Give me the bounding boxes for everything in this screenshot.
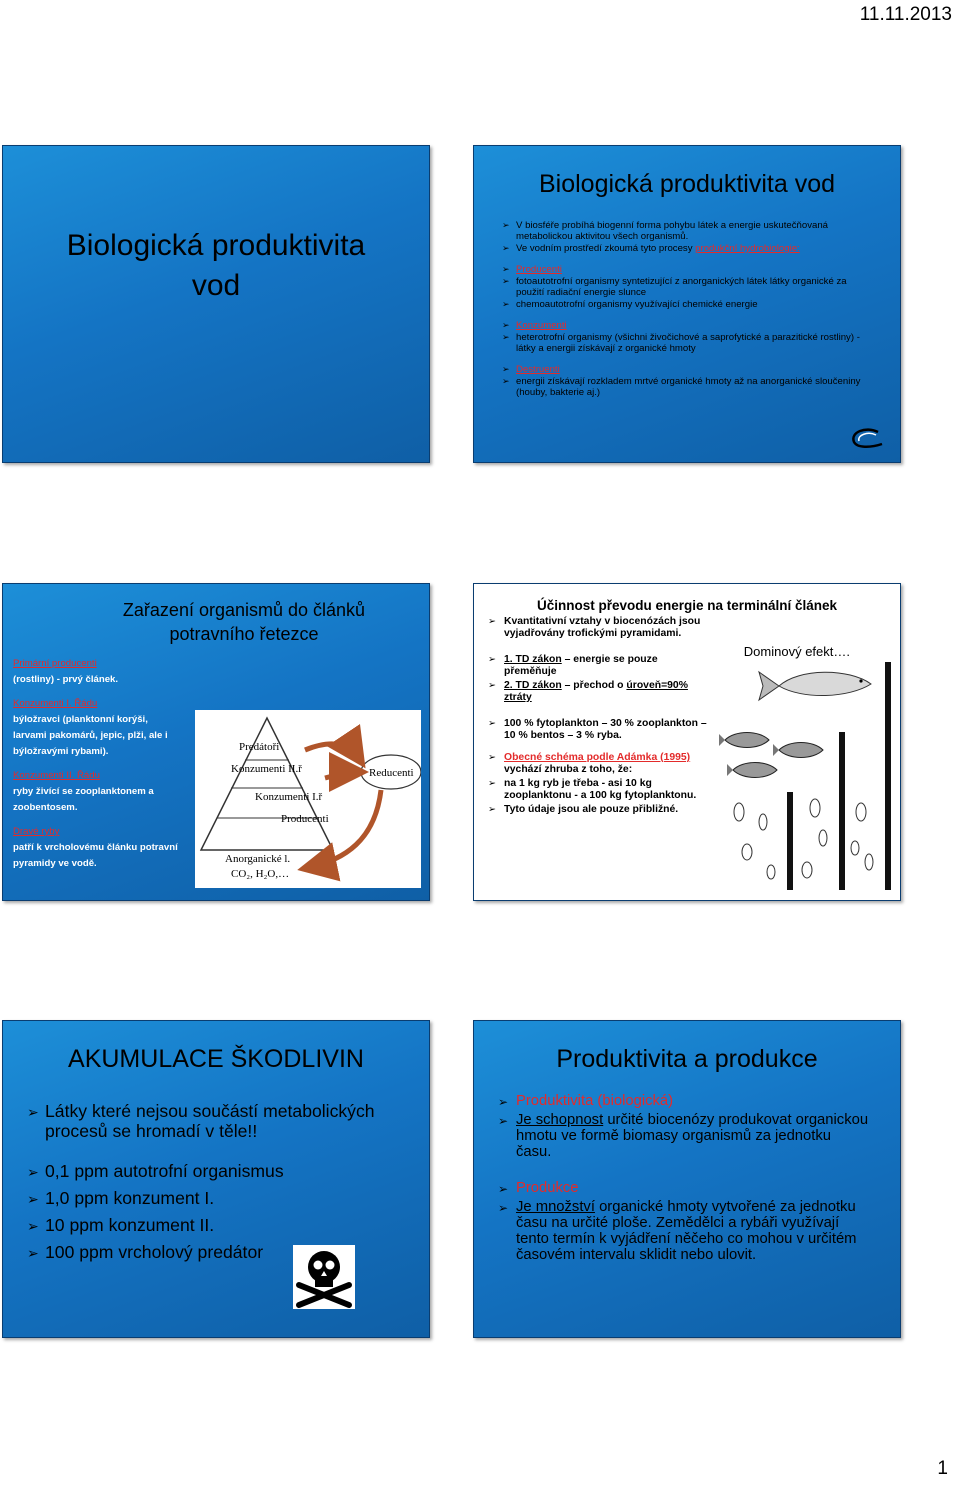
bullet-decomposers: ➢ energii získávají rozkladem mrtvé organické hmoty až na anorganické sloučeniny (houby, bakterie aj.) [502,376,872,398]
bullet-production [498,1180,870,1196]
slide-5-title: AKUMULACE ŠKODLIVIN [68,1045,364,1073]
bullet-heterotrophs: ➢ heterotrofní organismy (všichni živočichové a saprofytické a parazitické rostliny) - látky a energii získávají z organické hmoty [502,332,872,354]
predator-fish-icon [759,672,871,700]
zooplankton-icon [734,799,873,879]
slide-4-title: Účinnost převodu energie na terminální článek [536,598,838,613]
slide-6 [473,1020,901,1338]
konzumenti-link[interactable]: Konzumenti [516,320,567,331]
adamek-text: vychází zhruba z toho, že: [504,764,633,775]
td-law-1-text: – energie se pouze přeměňuje [504,654,658,677]
trophic-levels-list [13,656,178,880]
bullet-autotroph: ➢ 0,1 ppm autotrofní organismus [27,1161,409,1181]
bullet-td-law-2 [488,680,708,704]
pyramid-reducers-label: Reducenti [369,767,414,779]
bullet-consumer-1: ➢ 1,0 ppm konzument I. [27,1188,409,1208]
slide-2-title: Biologická produktivita vod [539,170,835,198]
bullet-top-predator: ➢ 100 ppm vrcholový predátor [27,1242,409,1262]
primary-producers-desc: (rostliny) - prvý článek. [13,674,119,685]
slide-4-bullets [488,616,708,818]
bullet-productivity-def [498,1112,870,1160]
skull-crossbones-icon [293,1245,355,1309]
arrow-predators-to-reducers [305,744,360,760]
bullet-konzumenti [502,320,872,331]
bullet-photoautotrophs: ➢ fotoautotrofní organismy syntetizující z anorganických látek látky organické za použití radiační energie slunce [502,276,872,298]
trophic-pyramid-diagram [195,710,421,888]
production-def-text: organické hmoty vytvořené za jednotku času na určité ploše. Zemědělci a rybáři využívají tento termín k vyjádření něčeho co mohou v určitém časovém intervalu sklidit nebo ulovit. [516,1199,857,1263]
slide-2 [473,145,901,463]
bullet-biosphere: ➢ V biosféře probíhá biogenní forma pohybu látek a energie uskutečňovaná metabolickou aktivitou všech organismů. [502,220,872,242]
level-consumers-1 [13,696,178,760]
scale-bar-middle [839,732,845,890]
pyramid-predators-label: Predátoři [239,741,280,753]
predatory-fish-desc: patří k vrcholovému článku potravní pyramidy ve vodě. [13,842,178,869]
bullet-ratio: ➢ na 1 kg ryb je třeba - asi 10 kg zooplanktonu - a 100 kg fytoplanktonu. [488,778,708,802]
bullet-consumer-2: ➢ 10 ppm konzument II. [27,1215,409,1235]
bullet-approx: ➢ Tyto údaje jsou ale pouze přibližné. [488,804,708,816]
domino-effect-label: Dominový efekt…. [743,644,850,659]
predatory-fish-link[interactable]: Dravé ryby [13,826,60,837]
slide-3 [2,583,430,901]
header-date: 11.11.2013 [859,4,952,25]
page-number: 1 [937,1458,948,1479]
level-primary [13,656,178,688]
consumers-2-link[interactable]: Konzumenti II. Řádu [13,770,100,781]
slide-2-bullets [502,220,872,399]
bullet-pyramids: ➢ Kvantitativní vztahy v biocenózách jsou vyjadřovány trofickými pyramidami. [488,616,708,640]
slide-3-title [63,598,425,646]
slide-5-bullets [27,1101,409,1269]
pyramid-producers-label: Producenti [281,813,329,825]
pyramid-formula-label: CO₂, H₂O,… [231,868,290,880]
consumers-2-desc: ryby živící se zooplanktonem a zoobentosem. [13,786,154,813]
title-line-1: Zařazení organismů do článků [122,600,366,620]
slide-1-title [3,226,429,306]
slide-6-bullets [498,1093,870,1266]
bullet-productivity [498,1093,870,1109]
title-line-1: Biologická produktivita [66,229,366,262]
bullet-chemoautotrophs: ➢ chemoautotrofní organismy využívající chemické energie [502,299,872,310]
level-consumers-2 [13,768,178,816]
production-term: Produkce [516,1180,579,1196]
slide-1 [2,145,430,463]
level-predators [13,824,178,872]
primary-producers-link[interactable]: Primární producenti [13,658,97,669]
td-law-2-loss: úroveň=90% ztráty [504,680,688,703]
swoosh-logo-icon [848,428,884,450]
bullet-production-def [498,1199,870,1263]
productivity-term: Produktivita (biologická) [516,1093,674,1109]
bullet-adamek [488,752,708,776]
td-law-2-text: – přechod o [561,680,627,691]
production-def-lead: Je množství [516,1199,595,1215]
slide-6-title: Produktivita a produkce [556,1045,818,1073]
destruenti-link[interactable]: Destruenti [516,364,560,375]
arrow-consumers-to-reducers [325,772,359,778]
bullet-accumulation: ➢ Látky které nejsou součástí metabolických procesů se hromadí v těle!! [27,1101,409,1141]
productivity-def-text: určité biocenózy produkovat organickou hmotu ve formě biomasy organismů za jednotku času. [516,1112,869,1160]
pyramid-konz1-label: Konzumenti I.ř [255,791,323,803]
consumers-1-desc: býložravci (planktonní korýši, larvami pakomárů, jepic, plži, ale i býložravými rybami). [13,714,168,757]
bullet-text: Ve vodním prostředí zkoumá tyto procesy [516,243,696,254]
title-line-2: vod [191,269,241,302]
pyramid-shape [201,718,333,850]
scale-bar-left [787,792,793,890]
productivity-def-lead: Je schopnost [516,1112,604,1128]
pyramid-inorganic-label: Anorganické l. [225,853,291,865]
slide-5 [2,1020,430,1338]
td-law-2: 2. TD zákon [504,680,562,691]
consumers-1-link[interactable]: Konzumenti I. Řádu [13,698,98,709]
title-line-2: potravního řetezce [169,624,319,644]
bullet-destruenti [502,364,872,375]
adamek-link[interactable]: Obecné schéma podle Adámka (1995) [504,752,691,763]
td-law-1: 1. TD zákon [504,654,562,665]
bullet-td-law-1 [488,654,708,678]
producenti-link[interactable]: Producenti [516,264,562,275]
pyramid-konz2-label: Konzumenti II.ř [231,763,302,775]
hydrobiology-link[interactable]: produkční hydrobiologie: [695,243,800,254]
bullet-percentages: ➢ 100 % fytoplankton – 30 % zooplankton – 10 % bentos – 3 % ryba. [488,718,708,742]
fish-school-icon [719,733,823,778]
bullet-hydrobiology [502,243,872,254]
food-chain-illustration [719,662,895,890]
slide-4 [473,583,901,901]
scale-bar-right [885,662,891,890]
bullet-producenti [502,264,872,275]
